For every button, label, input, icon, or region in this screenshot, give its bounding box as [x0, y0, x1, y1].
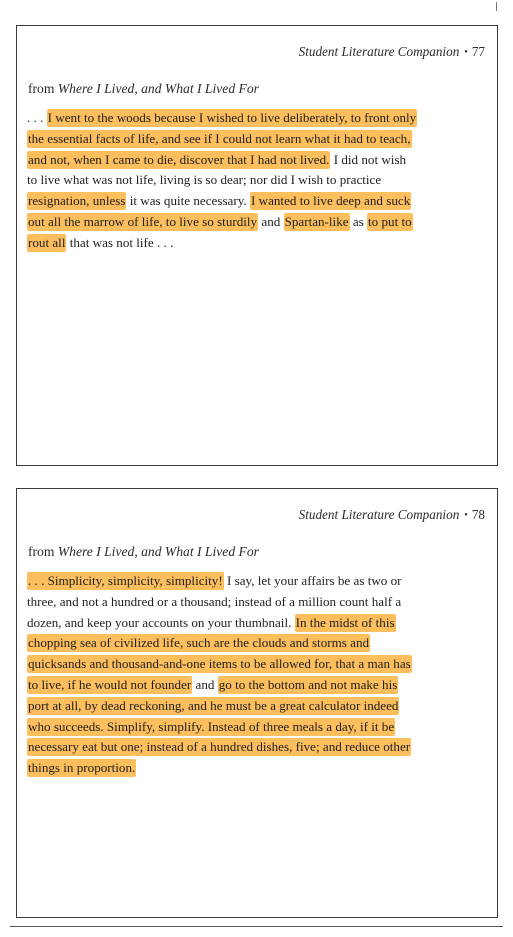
- highlighted-text: rout all: [28, 234, 66, 250]
- text-segment: as: [349, 213, 368, 229]
- page-number: 78: [471, 507, 485, 522]
- page-78: [16, 488, 498, 918]
- excerpt-text: [27, 571, 489, 779]
- text-line: [27, 675, 489, 696]
- highlighted-text: out all the marrow of life, to live so sturdily: [28, 213, 258, 229]
- highlighted-text: In the midst of this: [295, 614, 395, 630]
- bottom-divider: [10, 926, 503, 927]
- highlighted-text: port at all, by dead reckoning, and he must be a great calculator indeed: [28, 697, 399, 713]
- text-line: [27, 571, 489, 592]
- bullet-separator: •: [464, 510, 468, 521]
- bullet-separator: •: [464, 47, 468, 58]
- highlighted-text: go to the bottom and not make his: [218, 676, 398, 692]
- highlighted-text: Spartan-like: [284, 213, 349, 229]
- text-line: [27, 129, 489, 150]
- text-line: [27, 150, 489, 171]
- text-line: [27, 696, 489, 717]
- work-title: Where I Lived, and What I Lived For: [57, 544, 259, 559]
- highlighted-text: chopping sea of civilized life, such are the clouds and storms and: [28, 635, 370, 651]
- page-77: [16, 25, 498, 466]
- excerpt-text: [27, 108, 489, 254]
- text-line: [27, 191, 489, 212]
- text-line: [27, 633, 489, 654]
- text-segment: it was quite necessary.: [126, 193, 250, 209]
- text-segment: that was not life . . .: [66, 234, 174, 250]
- text-line: [27, 592, 489, 613]
- text-segment: dozen, and keep your accounts on your thumbnail.: [27, 614, 295, 630]
- text-line: [27, 758, 489, 779]
- text-segment: to live what was not life, living is so dear; nor did I wish to practice: [27, 172, 382, 188]
- running-header: [299, 507, 485, 523]
- highlighted-text: and not, when I came to die, discover that I had not lived.: [28, 151, 330, 167]
- text-line: [27, 233, 489, 254]
- source-line: [28, 81, 259, 97]
- text-line: [27, 170, 489, 191]
- text-segment: and: [258, 213, 284, 229]
- highlighted-text: I went to the woods because I wished to live deliberately, to front only: [47, 110, 417, 125]
- highlighted-text: who succeeds. Simplify, simplify. Instead of three meals a day, if it be: [28, 718, 395, 734]
- book-title: Student Literature Companion: [298, 44, 460, 59]
- highlighted-text: quicksands and thousand-and-one items to be allowed for, that a man has: [28, 656, 411, 672]
- text-segment: and: [192, 676, 218, 692]
- source-prefix: from: [28, 81, 58, 96]
- highlighted-text: to put to: [368, 213, 412, 229]
- highlighted-text: necessary eat but one; instead of a hundred dishes, five; and reduce other: [28, 739, 411, 755]
- text-line: [27, 717, 489, 738]
- crop-mark: [496, 2, 497, 11]
- highlighted-text: I wanted to live deep and suck: [250, 193, 411, 209]
- text-segment: . . .: [27, 110, 47, 125]
- text-segment: I say, let your affairs be as two or: [223, 573, 402, 588]
- highlighted-text: things in proportion.: [28, 760, 136, 776]
- source-line: [28, 544, 259, 560]
- text-line: [27, 212, 489, 233]
- highlighted-text: the essential facts of life, and see if I could not learn what it had to teach,: [28, 130, 411, 146]
- text-line: [27, 654, 489, 675]
- text-line: [27, 737, 489, 758]
- highlighted-text: . . . Simplicity, simplicity, simplicity!: [28, 573, 223, 588]
- text-line: [27, 108, 489, 129]
- work-title: Where I Lived, and What I Lived For: [57, 81, 259, 96]
- source-prefix: from: [28, 544, 58, 559]
- page-number: 77: [471, 44, 485, 59]
- text-segment: three, and not a hundred or a thousand; instead of a million count half a: [27, 593, 402, 609]
- running-header: [299, 44, 485, 60]
- text-line: [27, 613, 489, 634]
- book-title: Student Literature Companion: [298, 507, 460, 522]
- highlighted-text: to live, if he would not founder: [28, 676, 192, 692]
- text-segment: I did not wish: [330, 151, 407, 167]
- highlighted-text: resignation, unless: [28, 193, 126, 209]
